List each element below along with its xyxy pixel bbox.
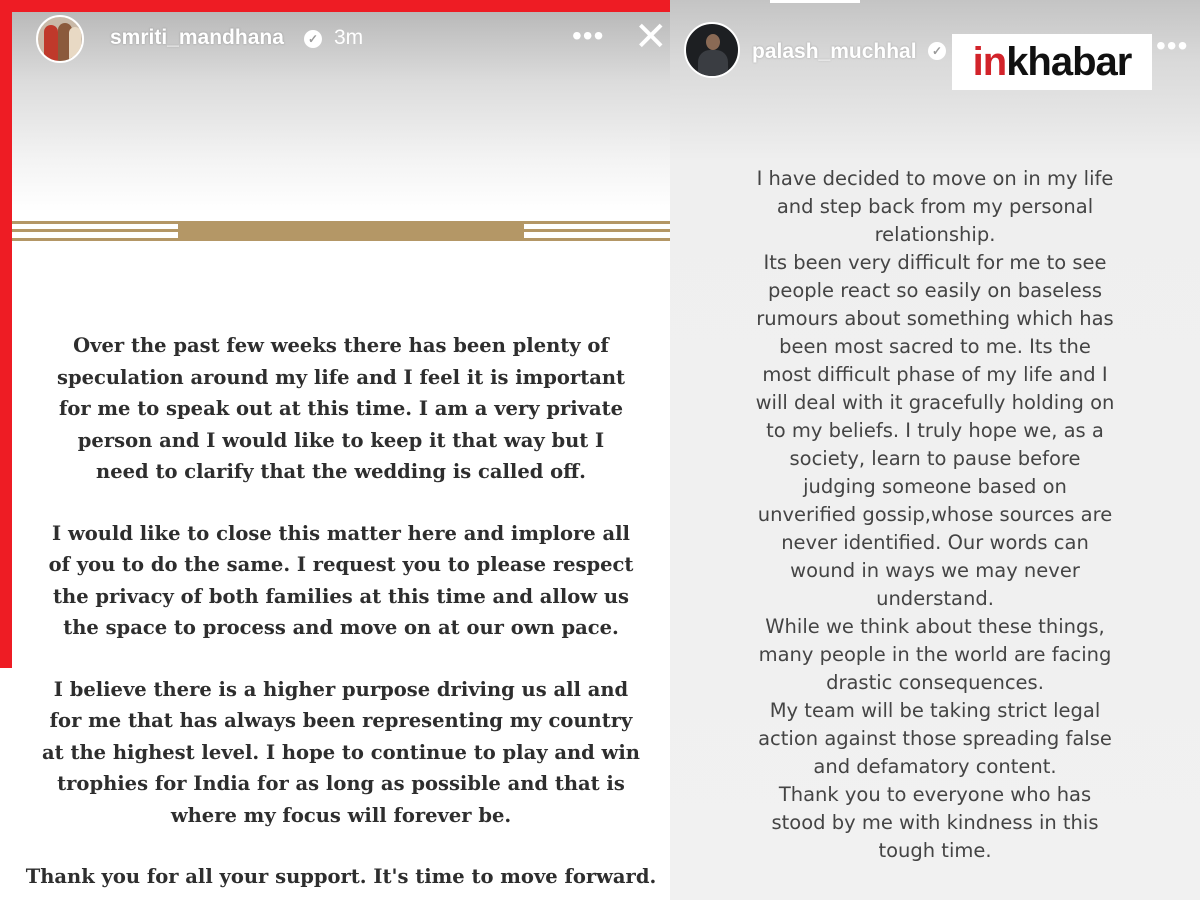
message-line: My team will be taking strict legal: [769, 699, 1101, 722]
statement-paragraph: Thank you for all your support. It's time to move forward.: [25, 865, 657, 888]
right-story: [670, 0, 1200, 900]
message-line: understand.: [876, 587, 994, 610]
message-line: wound in ways we may never: [790, 559, 1080, 582]
message-line: While we think about these things,: [765, 615, 1105, 638]
message-line: judging someone based on: [803, 475, 1067, 498]
verified-badge-icon: ✓: [304, 30, 322, 48]
message-line: and step back from my personal: [776, 195, 1094, 218]
avatar[interactable]: [684, 22, 740, 78]
statement-paragraph: I believe there is a higher purpose driving us all and for me that has always been representing my country at the highest level. I hope to continue to play and win trophies for India for as long as possible and that is where my focus will forever be.: [42, 677, 640, 827]
message-line: relationship.: [874, 223, 996, 246]
message-line: will deal with it gracefully holding on: [755, 391, 1115, 414]
close-icon[interactable]: ✕: [634, 15, 668, 59]
message-line: Thank you to everyone who has: [778, 783, 1092, 806]
message-line: and defamatory content.: [813, 755, 1057, 778]
more-options-icon[interactable]: •••: [572, 20, 605, 51]
story-progress-bar: [770, 0, 860, 3]
message-line: drastic consequences.: [826, 671, 1044, 694]
statement-paragraph: Over the past few weeks there has been plenty of speculation around my life and I feel it is important for me to speak out at this time. I am a very private person and I would like to keep it that way but I need to clarify that the wedding is called off.: [56, 334, 626, 483]
verified-badge-icon: ✓: [928, 42, 946, 60]
red-frame-top: [0, 0, 670, 12]
message-line: most difficult phase of my life and I: [762, 363, 1108, 386]
more-options-icon[interactable]: •••: [1156, 30, 1189, 61]
message-line: Its been very difficult for me to see: [763, 251, 1107, 274]
message-line: rumours about something which has: [756, 307, 1114, 330]
statement-text: [12, 330, 670, 900]
message-line: I have decided to move on in my life: [756, 167, 1114, 190]
red-frame-left: [0, 0, 12, 668]
message-line: stood by me with kindness in this: [771, 811, 1099, 834]
message-line: tough time.: [878, 839, 992, 862]
message-line: society, learn to pause before: [789, 447, 1081, 470]
inkhabar-logo: in khabar: [952, 34, 1152, 90]
statement-paragraph: I would like to close this matter here and implore all of you to do the same. I request you to please respect the privacy of both families at this time and allow us the space to process and move on at our own pace.: [48, 521, 634, 639]
username[interactable]: palash_muchhal: [752, 40, 917, 63]
message-line: been most sacred to me. Its the: [779, 335, 1091, 358]
message-line: to my beliefs. I truly hope we, as a: [766, 419, 1104, 442]
message-line: many people in the world are facing: [758, 643, 1112, 666]
message-text: [670, 165, 1200, 865]
message-line: never identified. Our words can: [781, 531, 1089, 554]
message-line: people react so easily on baseless: [767, 279, 1103, 302]
decorative-divider: [12, 218, 670, 244]
username[interactable]: smriti_mandhana: [110, 26, 284, 49]
message-line: unverified gossip,whose sources are: [757, 503, 1113, 526]
post-time: 3m: [334, 26, 364, 49]
avatar[interactable]: [36, 15, 84, 63]
left-story: [12, 12, 670, 900]
message-line: action against those spreading false: [758, 727, 1112, 750]
